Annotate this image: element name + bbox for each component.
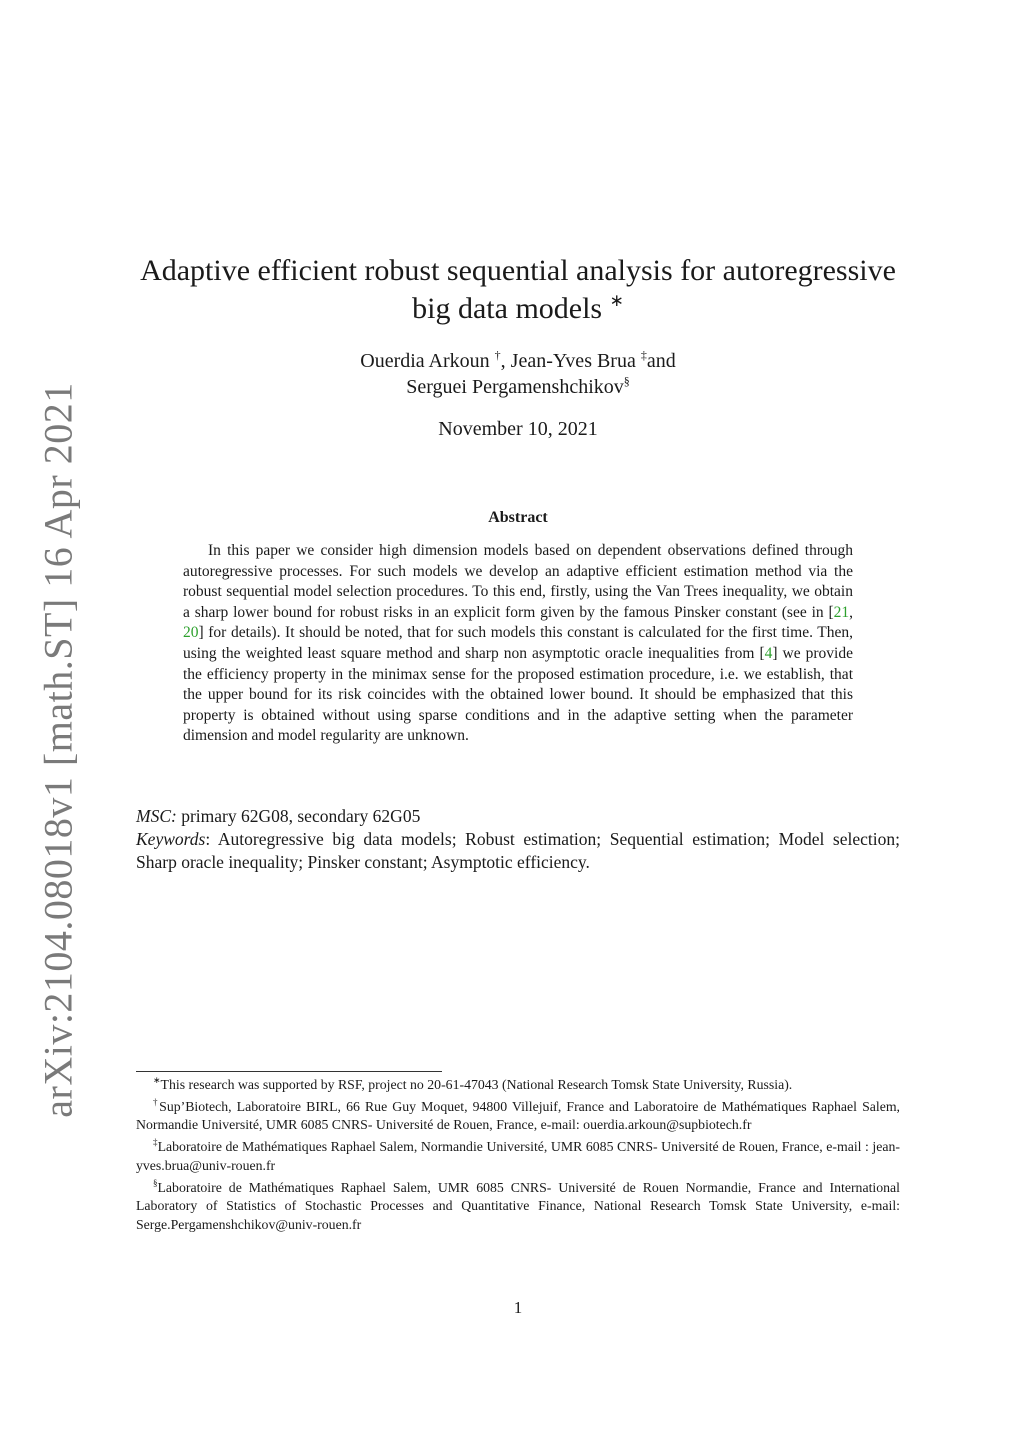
citation-link-21[interactable]: 21 [833, 603, 850, 621]
abstract-text-part-3: ] we provide the efficiency property in the minimax sense for the proposed estimation procedure, i.e. we establish, that the upper bound for its risk coincides with the obtained lower bound. It should be emphasized that this property is obtained without using sparse conditions and in the adaptive setting when the parameter dimension and model regularity are unknown. [183, 644, 853, 745]
author-list [120, 348, 916, 400]
citation-link-4[interactable]: 4 [764, 644, 773, 662]
page-number: 1 [513, 1298, 523, 1317]
footnote-author-1-affiliation [136, 1098, 900, 1135]
footnote-author-2-affiliation [136, 1138, 900, 1175]
title-line-1: Adaptive efficient robust sequential analysis for autoregressive [140, 254, 896, 287]
footnote-text: This research was supported by RSF, project no 20-61-47043 (National Research Tomsk State University, Russia). [160, 1077, 793, 1092]
footnote-marker: ‡ [153, 1137, 158, 1148]
msc-label: MSC: [136, 806, 177, 826]
arxiv-identifier-stamp[interactable]: arXiv:2104.08018v1 [math.ST] 16 Apr 2021 [35, 382, 81, 1118]
author-conjunction: and [646, 350, 676, 372]
footnote-marker: ∗ [153, 1075, 161, 1085]
citation-link-20[interactable]: 20 [183, 624, 199, 642]
paper-title [120, 252, 916, 328]
author-3-name: Serguei Pergamenshchikov [406, 376, 624, 398]
author-1-footnote-marker[interactable]: † [494, 348, 501, 362]
author-3-footnote-marker[interactable]: § [623, 374, 630, 388]
footnote-funding [136, 1076, 900, 1095]
title-line-2: big data models [412, 292, 603, 325]
abstract-body [183, 541, 853, 747]
msc-codes: primary 62G08, secondary 62G05 [176, 806, 421, 826]
author-2-name: , Jean-Yves Brua [500, 350, 636, 372]
footnote-marker: † [153, 1096, 160, 1107]
paper-date: November 10, 2021 [438, 418, 598, 440]
citation-separator: , [849, 603, 853, 621]
msc-classification [136, 805, 900, 828]
footnote-text: Laboratoire de Mathématiques Raphael Salem, Normandie Université, UMR 6085 CNRS- Université de Rouen, France, e-mail : jean-yves.brua@univ-rouen.fr [136, 1139, 900, 1173]
keywords-list: : Autoregressive big data models; Robust estimation; Sequential estimation; Model selection; Sharp oracle inequality; Pinsker constant; Asymptotic efficiency. [136, 829, 900, 872]
title-footnote-marker[interactable]: ∗ [609, 291, 624, 310]
keywords-label: Keywords [136, 829, 206, 849]
footnote-author-3-affiliation [136, 1179, 900, 1235]
keywords-section [136, 828, 900, 874]
abstract-heading: Abstract [488, 509, 548, 526]
footnote-text: Laboratoire de Mathématiques Raphael Salem, UMR 6085 CNRS- Université de Rouen Normandie, France and International Laboratory of Statistics of Stochastic Processes and Quantitative Finance, National Research Tomsk State University, e-mail: Serge.Pergamenshchikov@univ-rouen.fr [136, 1179, 900, 1232]
footnote-text: Sup’Biotech, Laboratoire BIRL, 66 Rue Guy Moquet, 94800 Villejuif, France and Laboratoire de Mathématiques Raphael Salem, Normandie Université, UMR 6085 CNRS- Université de Rouen, France, e-mail: ouerdia.arkoun@supbiotech.fr [136, 1098, 901, 1133]
abstract-text-part-2: ] for details). It should be noted, that for such models this constant is calculated for the first time. Then, using the weighted least square method and sharp non asymptotic oracle inequalities from [ [183, 624, 853, 662]
author-2-footnote-marker[interactable]: ‡ [640, 348, 647, 362]
author-1-name: Ouerdia Arkoun [360, 350, 490, 372]
footnote-divider [136, 1071, 442, 1072]
abstract-text-part-1: In this paper we consider high dimension models based on dependent observations defined through autoregressive processes. For such models we develop an adaptive efficient estimation method via the robust sequential model selection procedures. To this end, firstly, using the Van Trees inequality, we obtain a sharp lower bound for robust risks in an explicit form given by the famous Pinsker constant (see in [ [183, 542, 853, 621]
footnotes-section [136, 1076, 900, 1238]
footnote-marker: § [153, 1177, 158, 1188]
